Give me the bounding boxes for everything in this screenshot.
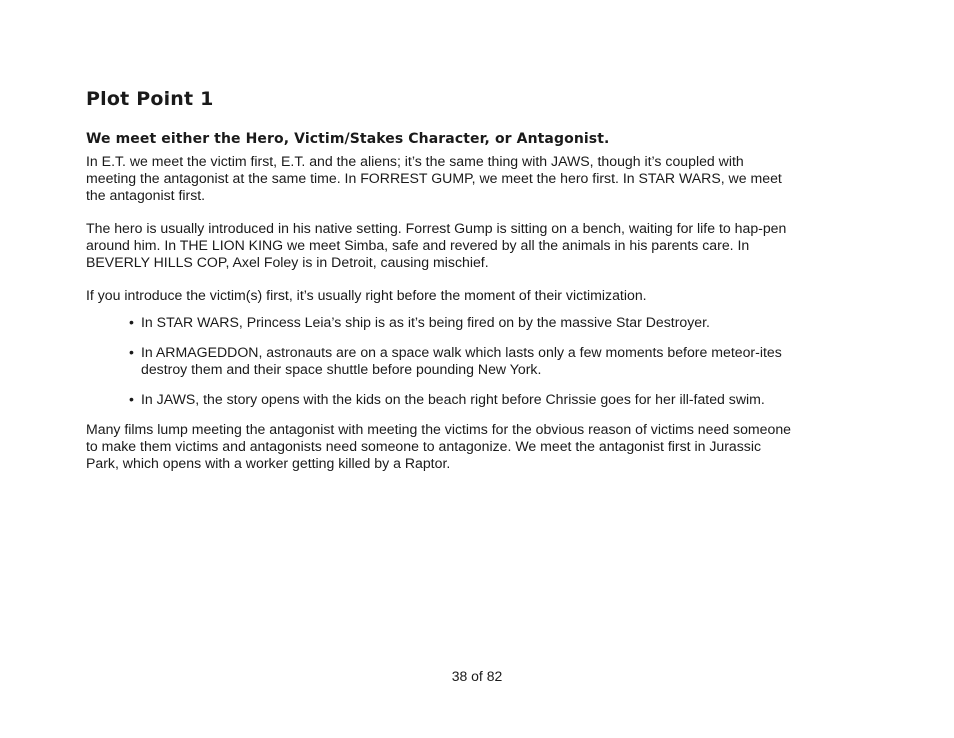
page-number: 38 of 82 <box>451 668 503 684</box>
list-item-text: In STAR WARS, Princess Leia’s ship is as it’s being fired on by the massive Star Destroyer. <box>141 314 710 330</box>
list-item <box>129 314 796 331</box>
paragraph-2: The hero is usually introduced in his native setting. Forrest Gump is sitting on a bench, waiting for life to hap-pen around him. In THE LION KING we meet Simba, safe and revered by all the animals in his parents care. In BEVERLY HILLS COP, Axel Foley is in Detroit, causing mischief. <box>86 220 787 270</box>
list-item-text: In JAWS, the story opens with the kids on the beach right before Chrissie goes for her ill-fated swim. <box>141 391 765 407</box>
section-subtitle: We meet either the Hero, Victim/Stakes Character, or Antagonist. <box>86 131 610 147</box>
paragraph-1: In E.T. we meet the victim first, E.T. and the aliens; it’s the same thing with JAWS, though it’s coupled with meeting the antagonist at the same time. In FORREST GUMP, we meet the hero first. In STAR WARS, we meet the antagonist first. <box>86 153 782 203</box>
document-page <box>86 88 796 472</box>
bullet-list <box>86 314 796 408</box>
paragraph-3: If you introduce the victim(s) first, it’s usually right before the moment of their victimization. <box>86 287 647 303</box>
bullet-icon: • <box>129 344 134 360</box>
bullet-icon: • <box>129 391 134 407</box>
closing-paragraph: Many films lump meeting the antagonist with meeting the victims for the obvious reason of victims need someone to make them victims and antagonists need someone to antagonize. We meet the antagonist first in Jurassic Park, which opens with a worker getting killed by a Raptor. <box>86 421 792 471</box>
bullet-icon: • <box>129 314 134 330</box>
page-title: Plot Point 1 <box>86 88 214 110</box>
list-item <box>129 344 796 378</box>
list-item <box>129 391 796 408</box>
list-item-text: In ARMAGEDDON, astronauts are on a space walk which lasts only a few moments before meteor-ites destroy them and their space shuttle before pounding New York. <box>141 344 782 377</box>
